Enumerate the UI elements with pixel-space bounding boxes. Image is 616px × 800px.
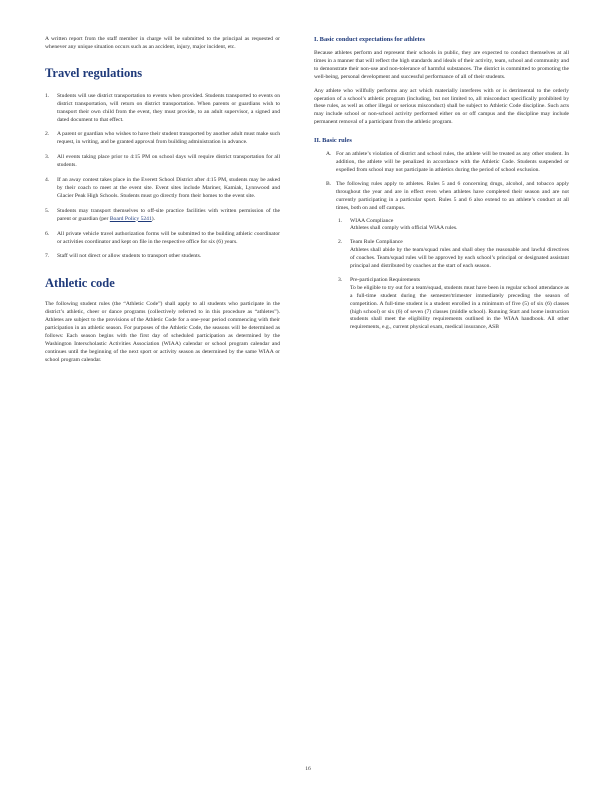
rule-letter: A. xyxy=(326,151,332,158)
athletic-code-paragraph: The following student rules (the “Athletic Code”) shall apply to all students who participate in the district’s athletic, cheer or dance programs (collectively referred to in this procedure as “athletes”). Athletes are subject to the provisions of the Athletic Code for a one-year period commencing with their participation in an athletic season. For purposes of the Athletic Code, the seasons will be determined as follows: Each season begins with the first day of scheduled participation as determined by the Washington Interscholastic Activities Association (WIAA) calendar or school program calendar and continues until the beginning of the next sport or activity season as determined by the same WIAA or school program calendar. xyxy=(45,301,280,363)
item-number: 4. xyxy=(45,177,50,184)
rule-title: Team Rule Compliance xyxy=(350,239,403,246)
rule-number: 3. xyxy=(338,276,343,283)
rule-a xyxy=(314,151,569,175)
board-policy-link[interactable]: Board Policy 5241 xyxy=(109,215,152,222)
item-number: 6. xyxy=(45,230,50,237)
item-number: 2. xyxy=(45,131,50,138)
rule-number: 2. xyxy=(338,239,343,246)
athlete-rule xyxy=(336,218,569,234)
item-text: Students may transport themselves to off-site practice facilities with written permission of the parent or guardian (per xyxy=(57,207,280,222)
conduct-paragraph-2: Any athlete who willfully performs any act which materially interferes with or is detrimental to the orderly operation of a school’s athletic program (including, but not limited to, all misconduct specifically prohibited by these rules, as well as other illegal or serious misconduct) shall be subject to Athletic Code discipline. Such acts may include school or non-school activity performed either on or off campus and the discipline may include permanent removal of a participant from the athletic program. xyxy=(314,87,569,126)
travel-item xyxy=(45,253,280,261)
travel-item xyxy=(45,231,280,247)
rule-number: 1. xyxy=(338,217,343,224)
rule-body: To be eligible to try out for a team/squad, students must have been in regular school attendance as a full-time student during the semester/trimester immediately preceding the season of competition. A full-time student is a student enrolled in a minimum of five (5) of six (6) classes (high school) or six (6) of seven (7) classes (middle school). Running Start and home instruction students shall meet the eligibility requirements outlined in the WIAA handbook. All other requirements, e.g., current physical exam, medical insurance, ASB xyxy=(350,284,569,331)
page-number: 16 xyxy=(305,766,311,772)
rule-text: The following rules apply to athletes. Rules 5 and 6 concerning drugs, alcohol, and tobacco apply throughout the year and are in effect even when athletes have completed their season and are not currently participating in a particular sport. Rules 5 and 6 also extend to an athlete’s conduct at all times, both on and off campus. xyxy=(336,180,569,211)
rule-letter: B. xyxy=(326,180,332,187)
rule-body: Athletes shall comply with official WIAA rules. xyxy=(350,225,458,232)
item-text-end: ). xyxy=(151,215,156,222)
travel-regulations-list xyxy=(45,93,280,262)
item-text: If an away contest takes place in the Everett School District after 4:15 PM, students may be asked by their coach to meet at the event site. Event sites include Mariner, Kamiak, Lynnwood and Glacier Peak High Schools. Students must go directly from their homes to the event site. xyxy=(57,177,280,199)
intro-paragraph: A written report from the staff member in charge will be submitted to the principal as requested or whenever any unique situation occurs such as an accident, injury, major incident, etc. xyxy=(45,36,280,50)
athlete-rule xyxy=(336,239,569,271)
basic-conduct-heading: I. Basic conduct expectations for athletes xyxy=(314,36,425,43)
item-text: Students will use district transportation to events when provided. Students transported to events on district transportation, will return on district transportation. When parents or guardians wish to transport their own child from the event, they must provide, to an adult supervisor, a signed and dated document to that effect. xyxy=(57,92,280,123)
rule-b xyxy=(314,181,569,332)
item-number: 7. xyxy=(45,253,50,260)
travel-item xyxy=(45,177,280,201)
basic-rules-heading: II. Basic rules xyxy=(314,137,352,145)
basic-rules-list xyxy=(314,151,569,332)
travel-regulations-heading: Travel regulations xyxy=(45,65,143,80)
right-column xyxy=(314,36,569,338)
travel-item xyxy=(45,154,280,170)
athletic-code-heading: Athletic code xyxy=(45,276,115,291)
athlete-rules-sublist xyxy=(336,218,569,333)
travel-item xyxy=(45,93,280,125)
item-text: Staff will not direct or allow students to transport other students. xyxy=(57,253,202,260)
item-text: All events taking place prior to 4:15 PM on school days will require district transportation for all students. xyxy=(57,154,280,169)
item-number: 5. xyxy=(45,207,50,214)
item-number: 3. xyxy=(45,154,50,161)
conduct-paragraph-1: Because athletes perform and represent their schools in public, they are expected to conduct themselves at all times in a manner that will reflect the high standards and ideals of their activity, team, school and community and to demonstrate their non-use and non-tolerance of harmful substances. The district is committed to promoting the well-being, personal development and successful performance of all of their students. xyxy=(314,50,569,80)
item-text: All private vehicle travel authorization forms will be submitted to the building athletic coordinator or activities coordinator and kept on file in the respective office for six (6) years. xyxy=(57,230,280,245)
item-text: A parent or guardian who wishes to have their student transported by another adult must make such request, in writing, and be granted approval from building administration in advance. xyxy=(57,131,280,146)
rule-text: For an athlete’s violation of district and school rules, the athlete will be treated as any other student. In addition, the athlete will be penalized in accordance with the Athletic Code. Students suspended or expelled from school may not participate in athletics during the period of school exclusion. xyxy=(336,151,569,173)
travel-item xyxy=(45,131,280,147)
left-column xyxy=(45,36,280,365)
item-number: 1. xyxy=(45,92,50,99)
athlete-rule xyxy=(336,277,569,332)
rule-title: Pre-participation Requirements xyxy=(350,276,421,283)
rule-title: WIAA Compliance xyxy=(350,217,394,224)
rule-body: Athletes shall abide by the team/squad rules and shall obey the reasonable and lawful directives of coaches. Team/squad rules will be approved by each school’s principal or designated assistant principal and distributed by coaches at the start of each season. xyxy=(350,247,569,270)
travel-item xyxy=(45,208,280,224)
